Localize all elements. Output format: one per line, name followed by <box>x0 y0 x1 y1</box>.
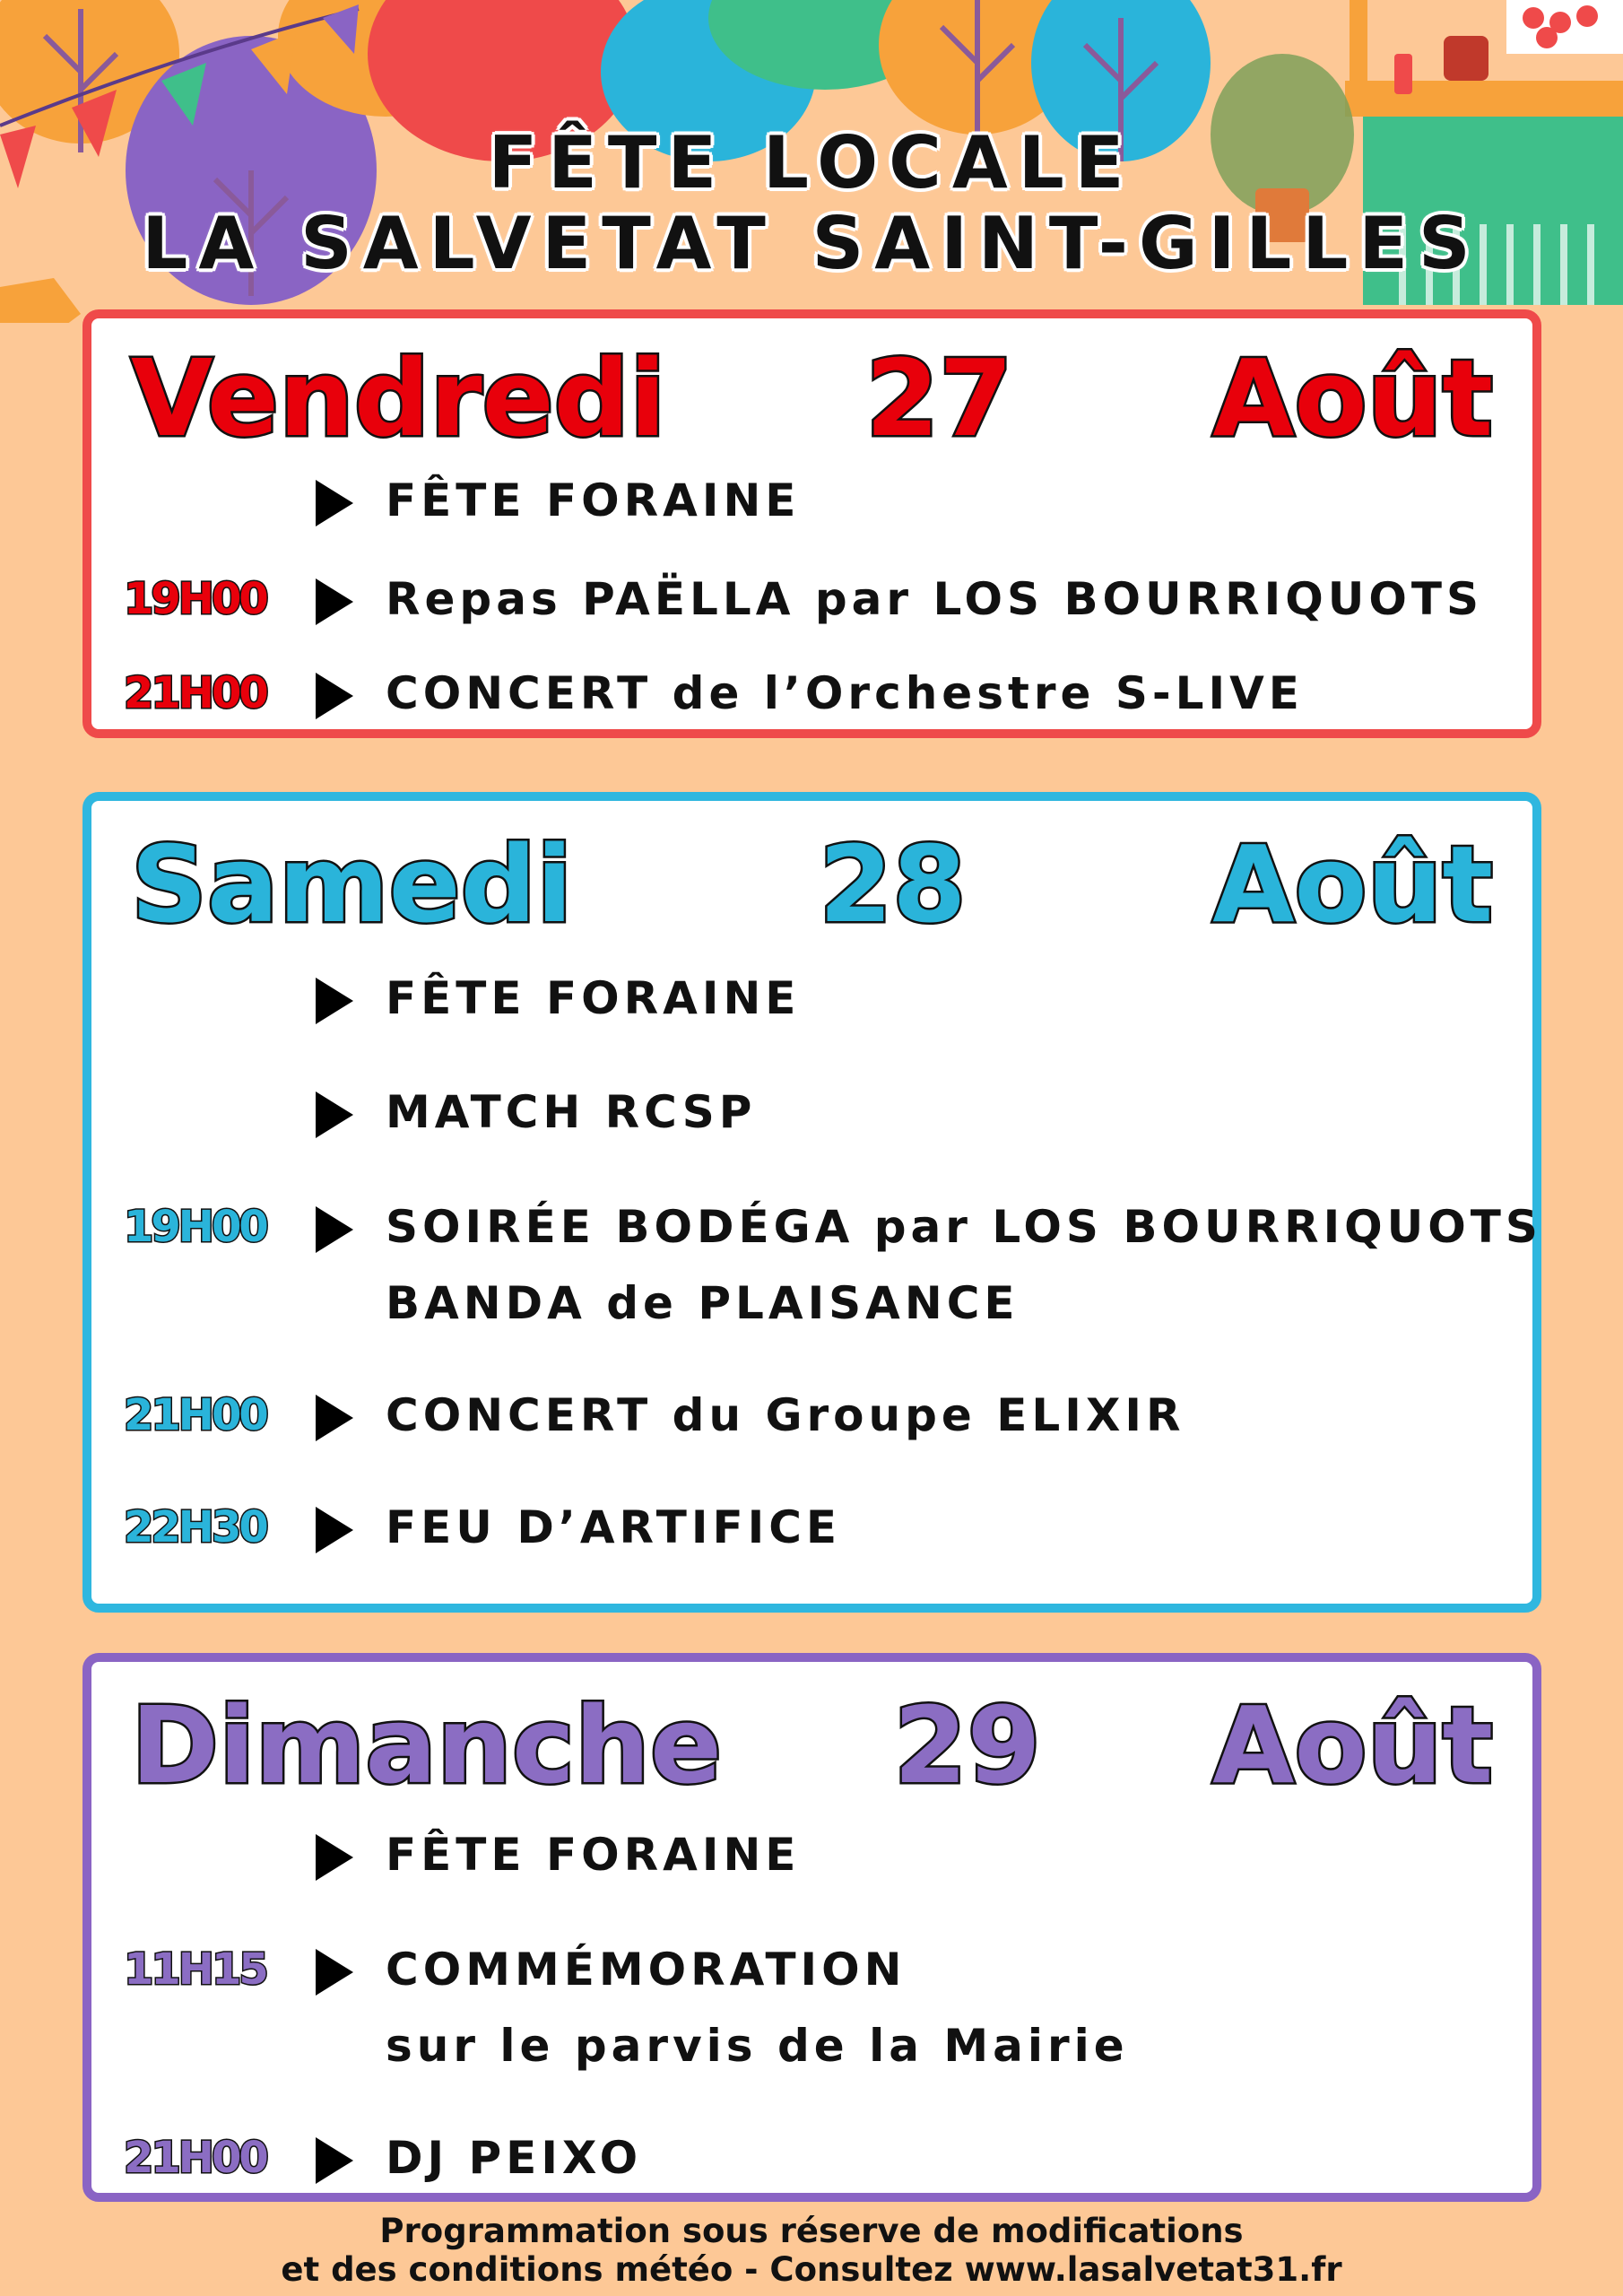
event-time: 11H15 <box>124 1944 266 1995</box>
poster-subtitle: LA SALVETAT SAINT-GILLES <box>142 202 1481 285</box>
event-row <box>91 1496 1532 1559</box>
day-title: Samedi 28 Août <box>131 822 1493 946</box>
event-label: CONCERT de l’Orchestre S-LIVE <box>386 667 1304 719</box>
play-arrow-icon <box>316 1507 353 1553</box>
footer-line-1: Programmation sous réserve de modifications <box>379 2212 1244 2250</box>
play-arrow-icon <box>316 1206 353 1253</box>
day-box-saturday <box>82 792 1541 1613</box>
event-label: DJ PEIXO <box>386 2132 643 2184</box>
day-box-friday <box>82 309 1541 738</box>
poster-header <box>0 121 1623 285</box>
event-row <box>91 2126 1532 2189</box>
event-label: MATCH RCSP <box>386 1086 757 1138</box>
stall-post <box>1350 0 1367 108</box>
basket <box>1444 36 1488 81</box>
play-arrow-icon <box>316 1091 353 1138</box>
event-row <box>91 1196 1542 1329</box>
play-arrow-icon <box>316 1949 353 1996</box>
play-arrow-icon <box>316 2137 353 2184</box>
event-time: 19H00 <box>124 1202 266 1252</box>
play-arrow-icon <box>316 1395 353 1441</box>
bottle <box>1394 54 1412 94</box>
event-row <box>91 1081 1532 1144</box>
event-label: CONCERT du Groupe ELIXIR <box>386 1389 1185 1441</box>
event-time: 19H00 <box>124 574 266 624</box>
event-row <box>91 1938 1532 2072</box>
play-arrow-icon <box>316 1834 353 1881</box>
event-label: FÊTE FORAINE <box>386 474 801 526</box>
event-time: 21H00 <box>124 1390 266 1440</box>
event-time: 22H30 <box>124 1502 266 1552</box>
event-time: 21H00 <box>124 2133 266 2183</box>
event-label: FÊTE FORAINE <box>386 1829 801 1881</box>
event-label: FÊTE FORAINE <box>386 972 801 1024</box>
event-label: FEU D’ARTIFICE <box>386 1501 842 1553</box>
event-row <box>91 469 1532 532</box>
footer-line-2: et des conditions météo - Consultez www.lasalvetat31.fr <box>281 2250 1342 2289</box>
footer-note <box>0 2212 1623 2289</box>
event-row <box>91 967 1532 1030</box>
event-time: 21H00 <box>124 668 266 718</box>
event-label-secondary: sur le parvis de la Mairie <box>386 2020 1129 2072</box>
event-label: Repas PAËLLA par LOS BOURRIQUOTS <box>386 573 1483 625</box>
lantern <box>0 278 81 323</box>
poster-title: FÊTE LOCALE <box>488 121 1135 204</box>
stall-shelf <box>1345 81 1623 117</box>
play-arrow-icon <box>316 673 353 719</box>
event-label: SOIRÉE BODÉGA par LOS BOURRIQUOTS <box>386 1201 1542 1253</box>
event-row <box>91 568 1532 631</box>
day-title: Vendredi 27 Août <box>131 336 1493 460</box>
play-arrow-icon <box>316 578 353 625</box>
event-row <box>91 662 1532 725</box>
day-title: Dimanche 29 Août <box>131 1683 1493 1807</box>
event-label: COMMÉMORATION <box>386 1944 907 1996</box>
event-label-secondary: BANDA de PLAISANCE <box>386 1277 1020 1329</box>
play-arrow-icon <box>316 480 353 526</box>
day-box-sunday <box>82 1653 1541 2202</box>
play-arrow-icon <box>316 978 353 1024</box>
event-row <box>91 1823 1532 1886</box>
event-row <box>91 1384 1532 1447</box>
